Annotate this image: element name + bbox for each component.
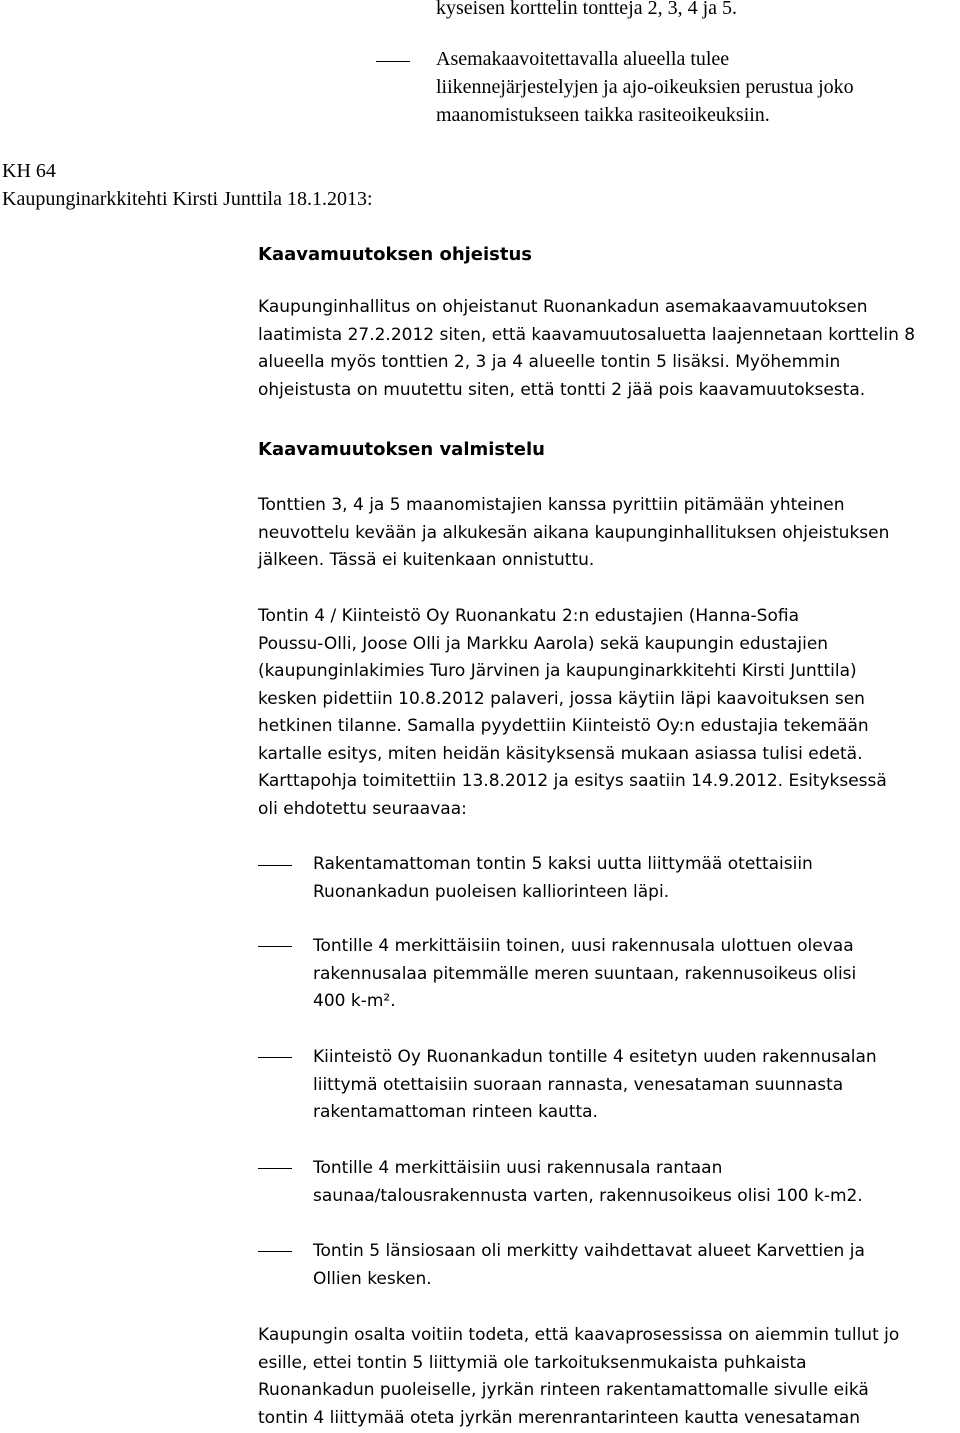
author-date-line: Kaupunginarkkitehti Kirsti Junttila 18.1.2013: bbox=[2, 188, 373, 210]
dash-bullet-icon bbox=[376, 61, 410, 62]
continuation-bullet-text: Asemakaavoitettavalla alueella tulee liikennejärjestelyjen ja ajo-oikeuksien perustua joko maanomistukseen taikka rasiteoikeuksiin. bbox=[436, 48, 854, 126]
proposal-item: Tontin 5 länsiosaan oli merkitty vaihdettavat alueet Karvettien ja Ollien kesken. bbox=[313, 1241, 865, 1289]
proposal-item: Kiinteistö Oy Ruonankadun tontille 4 esitetyn uuden rakennusalan liittymä otettaisiin suoraan rannasta, venesataman suunnasta rakentamattoman rinteen kautta. bbox=[313, 1047, 877, 1122]
proposal-item: Tontille 4 merkittäisiin uusi rakennusala rantaan saunaa/talousrakennusta varten, rakennusoikeus olisi 100 k-m2. bbox=[313, 1158, 863, 1206]
section-title-ohjeistus: Kaavamuutoksen ohjeistus bbox=[258, 244, 533, 265]
valmistelu-paragraph-1: Tonttien 3, 4 ja 5 maanomistajien kanssa pyrittiin pitämään yhteinen neuvottelu kevään ja alkukesän aikana kaupunginhallituksen ohjeistuksen jälkeen. Tässä ei kuitenkaan onnistuttu. bbox=[258, 495, 890, 570]
section-title-valmistelu: Kaavamuutoksen valmistelu bbox=[258, 439, 545, 460]
dash-bullet-icon bbox=[258, 1057, 292, 1058]
proposal-item: Rakentamattoman tontin 5 kaksi uutta liittymää otettaisiin Ruonankadun puoleisen kalliorinteen läpi. bbox=[313, 854, 813, 902]
continuation-line: kyseisen korttelin tontteja 2, 3, 4 ja 5. bbox=[436, 0, 738, 19]
ohjeistus-body: Kaupunginhallitus on ohjeistanut Ruonankadun asemakaavamuutoksen laatimista 27.2.2012 siten, että kaavamuutosaluetta laajennetaan korttelin 8 alueella myös tonttien 2, 3 ja 4 alueelle tontin 5 lisäksi. Myöhemmin ohjeistusta on muutettu siten, että tontti 2 jää pois kaavamuutoksesta. bbox=[258, 297, 916, 400]
section-number: KH 64 bbox=[2, 160, 56, 182]
dash-bullet-icon bbox=[258, 1251, 292, 1252]
dash-bullet-icon bbox=[258, 946, 292, 947]
dash-bullet-icon bbox=[258, 1168, 292, 1169]
valmistelu-paragraph-3: Kaupungin osalta voitiin todeta, että kaavaprosessissa on aiemmin tullut jo esille, ettei tontin 5 liittymiä ole tarkoituksenmukaista puhkaista Ruonankadun puoleiselle, jyrkän rinteen rakentamattomalle sivulle eikä tontin 4 liittymää oteta jyrkän merenrantarinteen kautta venesataman bbox=[258, 1325, 900, 1428]
dash-bullet-icon bbox=[258, 865, 292, 866]
valmistelu-paragraph-2: Tontin 4 / Kiinteistö Oy Ruonankatu 2:n edustajien (Hanna-Sofia Poussu-Olli, Joose Olli ja Markku Aarola) sekä kaupungin edustajien (kaupunginlakimies Turo Järvinen ja kaupunginarkkitehti Kirsti Junttila) kesken pidettiin 10.8.2012 palaveri, jossa käytiin läpi kaavoituksen sen hetkinen tilanne. Samalla pyydettiin Kiinteistö Oy:n edustajia tekemään kartalle esitys, miten heidän käsityksensä mukaan asiassa tulisi edetä. Karttapohja toimitettiin 13.8.2012 ja esitys saatiin 14.9.2012. Esityksessä oli ehdotettu seuraavaa: bbox=[258, 606, 887, 819]
proposal-item: Tontille 4 merkittäisiin toinen, uusi rakennusala ulottuen olevaa rakennusalaa pitemmälle meren suuntaan, rakennusoikeus olisi 400 k-m². bbox=[313, 936, 857, 1011]
